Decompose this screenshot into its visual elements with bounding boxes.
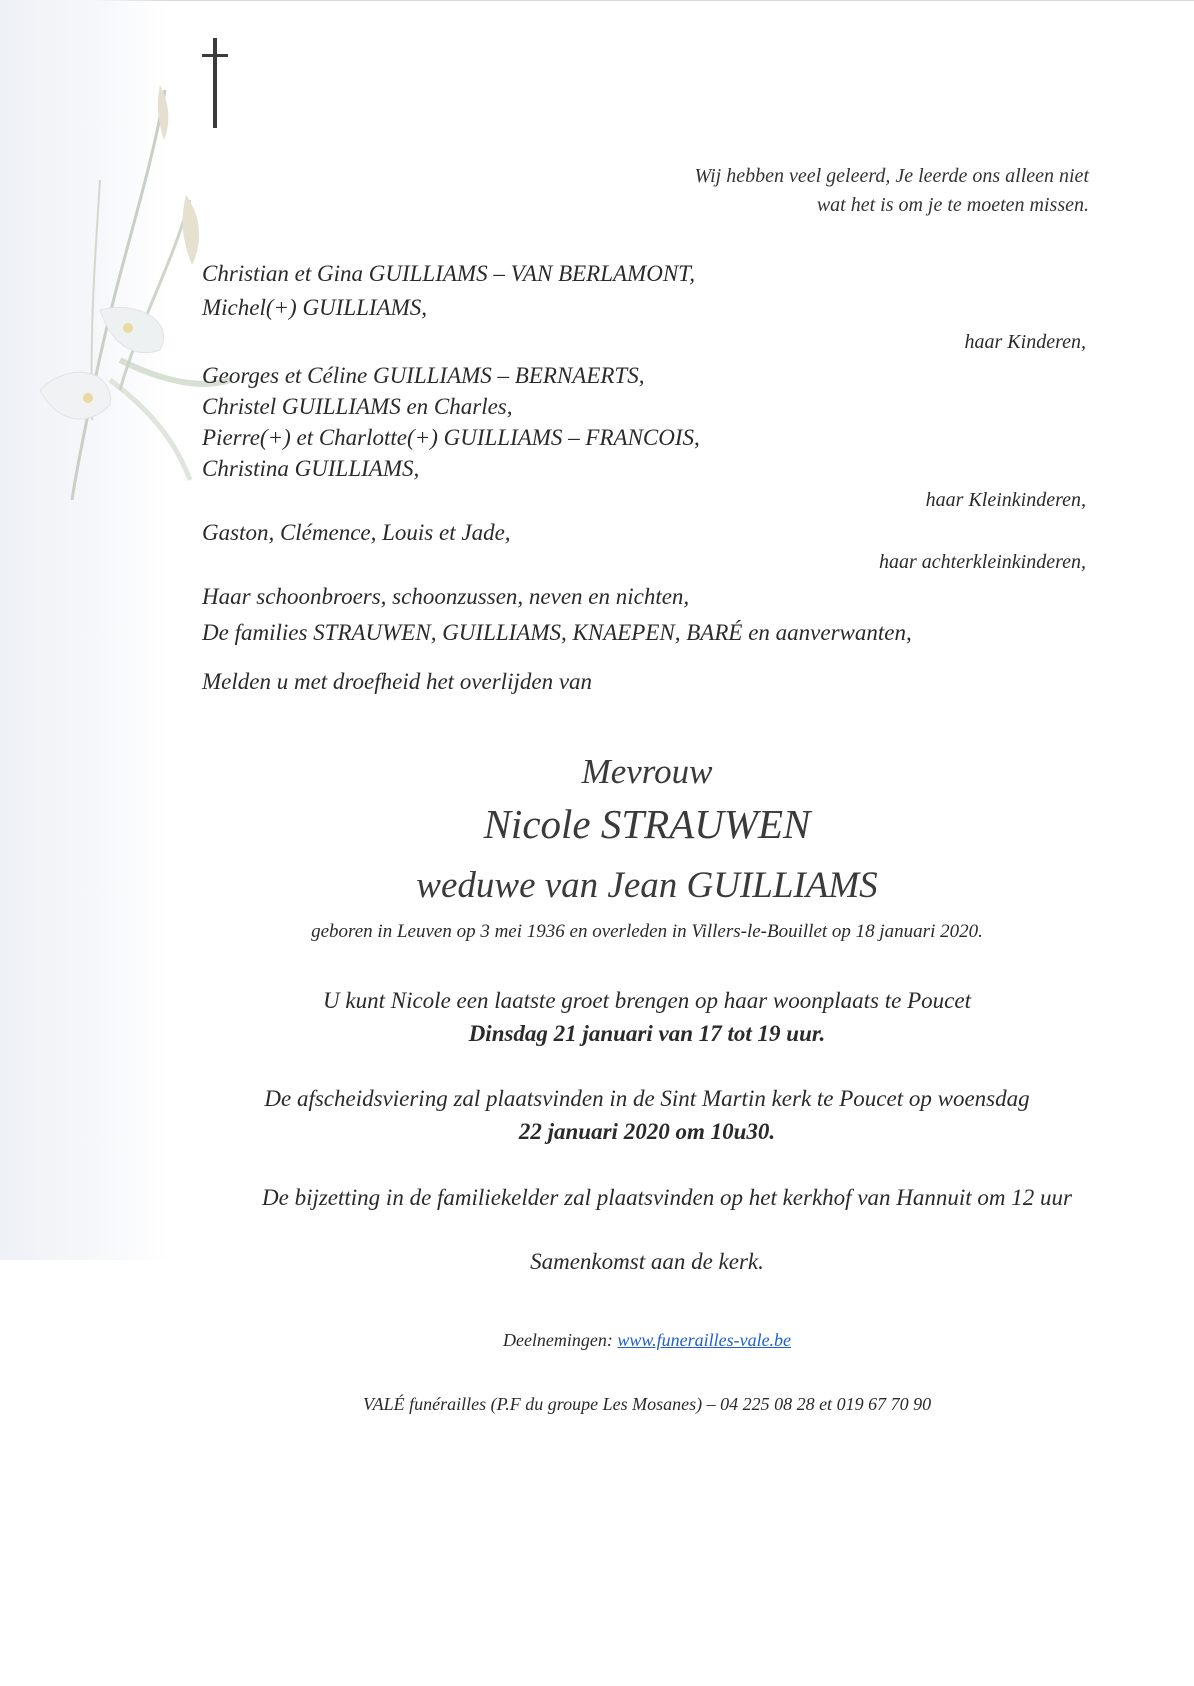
motto-line-1: Wij hebben veel geleerd, Je leerde ons alleen niet: [694, 165, 1089, 187]
ceremony-text: De afscheidsviering zal plaatsvinden in de Sint Martin kerk te Poucet op woensdag: [264, 1086, 1030, 1111]
motto: [695, 162, 1089, 220]
burial-text: De bijzetting in de familiekelder zal plaatsvinden op het kerkhof van Hannuit om 12 uur: [262, 1185, 1072, 1210]
visit-time: Dinsdag 21 januari van 17 tot 19 uur.: [468, 1021, 826, 1046]
children-label: haar Kinderen,: [964, 331, 1086, 353]
condolences-link[interactable]: www.funerailles-vale.be: [617, 1330, 792, 1350]
grandchildren-line-1: Georges et Céline GUILLIAMS – BERNAERTS,: [202, 363, 645, 388]
grandchildren-line-4: Christina GUILLIAMS,: [202, 456, 420, 481]
deceased-widow-of: weduwe van Jean GUILLIAMS: [416, 865, 878, 906]
gathering-text: Samenkomst aan de kerk.: [530, 1249, 764, 1274]
top-edge-line: [0, 0, 1194, 1]
funeral-home-line: VALÉ funérailles (P.F du groupe Les Mosanes) – 04 225 08 28 et 019 67 70 90: [362, 1394, 932, 1414]
visit-text: U kunt Nicole een laatste groet brengen op haar woonplaats te Poucet: [323, 988, 971, 1013]
relatives-line-2: De families STRAUWEN, GUILLIAMS, KNAEPEN, BARÉ en aanverwanten,: [202, 620, 912, 645]
ceremony-time: 22 januari 2020 om 10u30.: [518, 1119, 776, 1144]
grandchildren-label: haar Kleinkinderen,: [925, 489, 1086, 511]
condolences-label: Deelnemingen:: [502, 1330, 613, 1350]
born-died-line: geboren in Leuven op 3 mei 1936 en overleden in Villers-le-Bouillet op 18 januari 2020.: [311, 921, 983, 942]
cross-icon: [200, 38, 230, 130]
great-grandchildren-label: haar achterkleinkinderen,: [879, 551, 1086, 573]
children-line-2: Michel(+) GUILLIAMS,: [202, 295, 428, 320]
children-line-1: Christian et Gina GUILLIAMS – VAN BERLAMONT,: [202, 261, 696, 286]
condolences-line: [50, 1330, 1194, 1351]
grandchildren-line-3: Pierre(+) et Charlotte(+) GUILLIAMS – FRANCOIS,: [202, 425, 700, 450]
deceased-title: Mevrouw: [581, 752, 713, 791]
relatives-line-1: Haar schoonbroers, schoonzussen, neven en nichten,: [202, 584, 690, 609]
motto-line-2: wat het is om je te moeten missen.: [816, 194, 1089, 216]
grandchildren-line-2: Christel GUILLIAMS en Charles,: [202, 394, 513, 419]
great-grandchildren-line: Gaston, Clémence, Louis et Jade,: [202, 520, 511, 545]
announcement-line: Melden u met droefheid het overlijden van: [202, 669, 593, 694]
deceased-name: Nicole STRAUWEN: [483, 801, 811, 847]
